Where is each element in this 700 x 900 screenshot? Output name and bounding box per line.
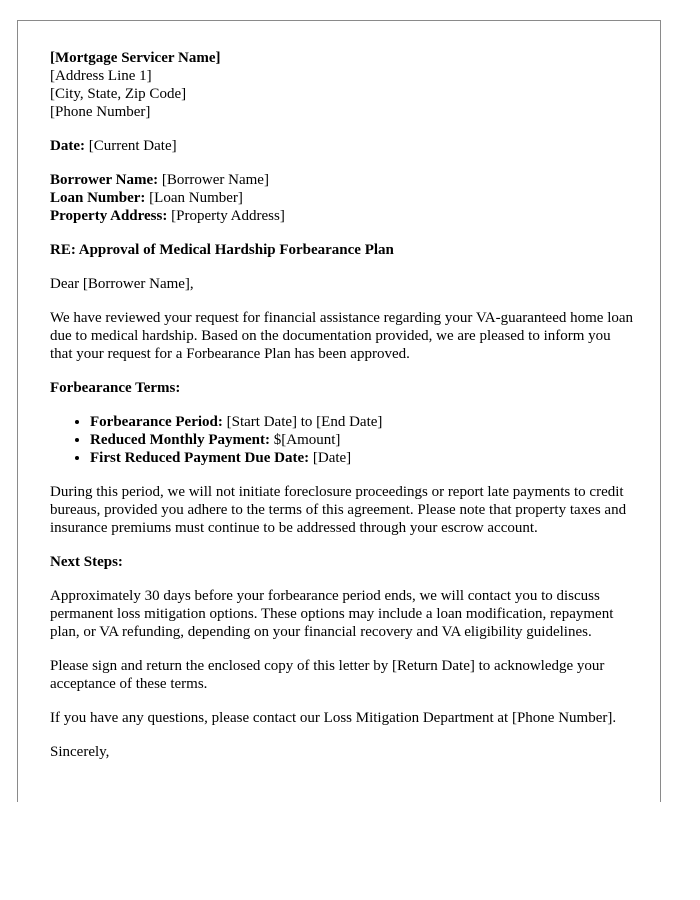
term-label: Reduced Monthly Payment: [90,432,270,448]
date-line [50,137,635,155]
salutation: Dear [Borrower Name], [50,276,194,292]
letter-page [17,20,661,802]
phone-number: [Phone Number] [50,104,151,120]
terms-heading: Forbearance Terms: [50,380,181,396]
terms-list-item [90,431,635,449]
city-state-zip: [City, State, Zip Code] [50,86,187,102]
next-steps-heading: Next Steps: [50,554,123,570]
period-paragraph: During this period, we will not initiate foreclosure proceedings or report late payments to credit bureaus, provided you adhere to the terms of this agreement. Please note that property taxes and insurance premiums must continue to be addressed through your escrow account. [50,484,627,536]
letter-body [50,49,635,777]
term-value: [Date] [309,450,352,466]
term-label: First Reduced Payment Due Date: [90,450,310,466]
address-line-1: [Address Line 1] [50,68,152,84]
intro-paragraph: We have reviewed your request for financial assistance regarding your VA-guaranteed home loan due to medical hardship. Based on the documentation provided, we are pleased to inform you that your request for a Forbearance Plan has been approved. [50,310,634,362]
borrower-block [50,171,635,225]
date-value: [Current Date] [84,138,177,154]
terms-list [50,413,635,467]
subject-line: RE: Approval of Medical Hardship Forbearance Plan [50,242,394,258]
sign-paragraph: Please sign and return the enclosed copy of this letter by [Return Date] to acknowledge your acceptance of these terms. [50,658,605,692]
borrower-name-value: [Borrower Name] [158,172,269,188]
servicer-name: [Mortgage Servicer Name] [50,50,221,66]
term-value: [Start Date] to [End Date] [222,414,383,430]
closing: Sincerely, [50,744,110,760]
sender-block [50,49,635,121]
loan-number-value: [Loan Number] [145,190,243,206]
term-label: Forbearance Period: [90,414,223,430]
terms-list-item [90,413,635,431]
loan-number-label: Loan Number: [50,190,146,206]
property-address-value: [Property Address] [167,208,285,224]
term-value: $[Amount] [270,432,341,448]
questions-paragraph: If you have any questions, please contact our Loss Mitigation Department at [Phone Number]. [50,710,617,726]
property-address-label: Property Address: [50,208,168,224]
borrower-name-label: Borrower Name: [50,172,159,188]
date-label: Date: [50,138,85,154]
next-steps-paragraph: Approximately 30 days before your forbearance period ends, we will contact you to discuss permanent loss mitigation options. These options may include a loan modification, repayment plan, or VA refunding, depending on your financial recovery and VA eligibility guidelines. [50,588,614,640]
terms-list-item [90,449,635,467]
